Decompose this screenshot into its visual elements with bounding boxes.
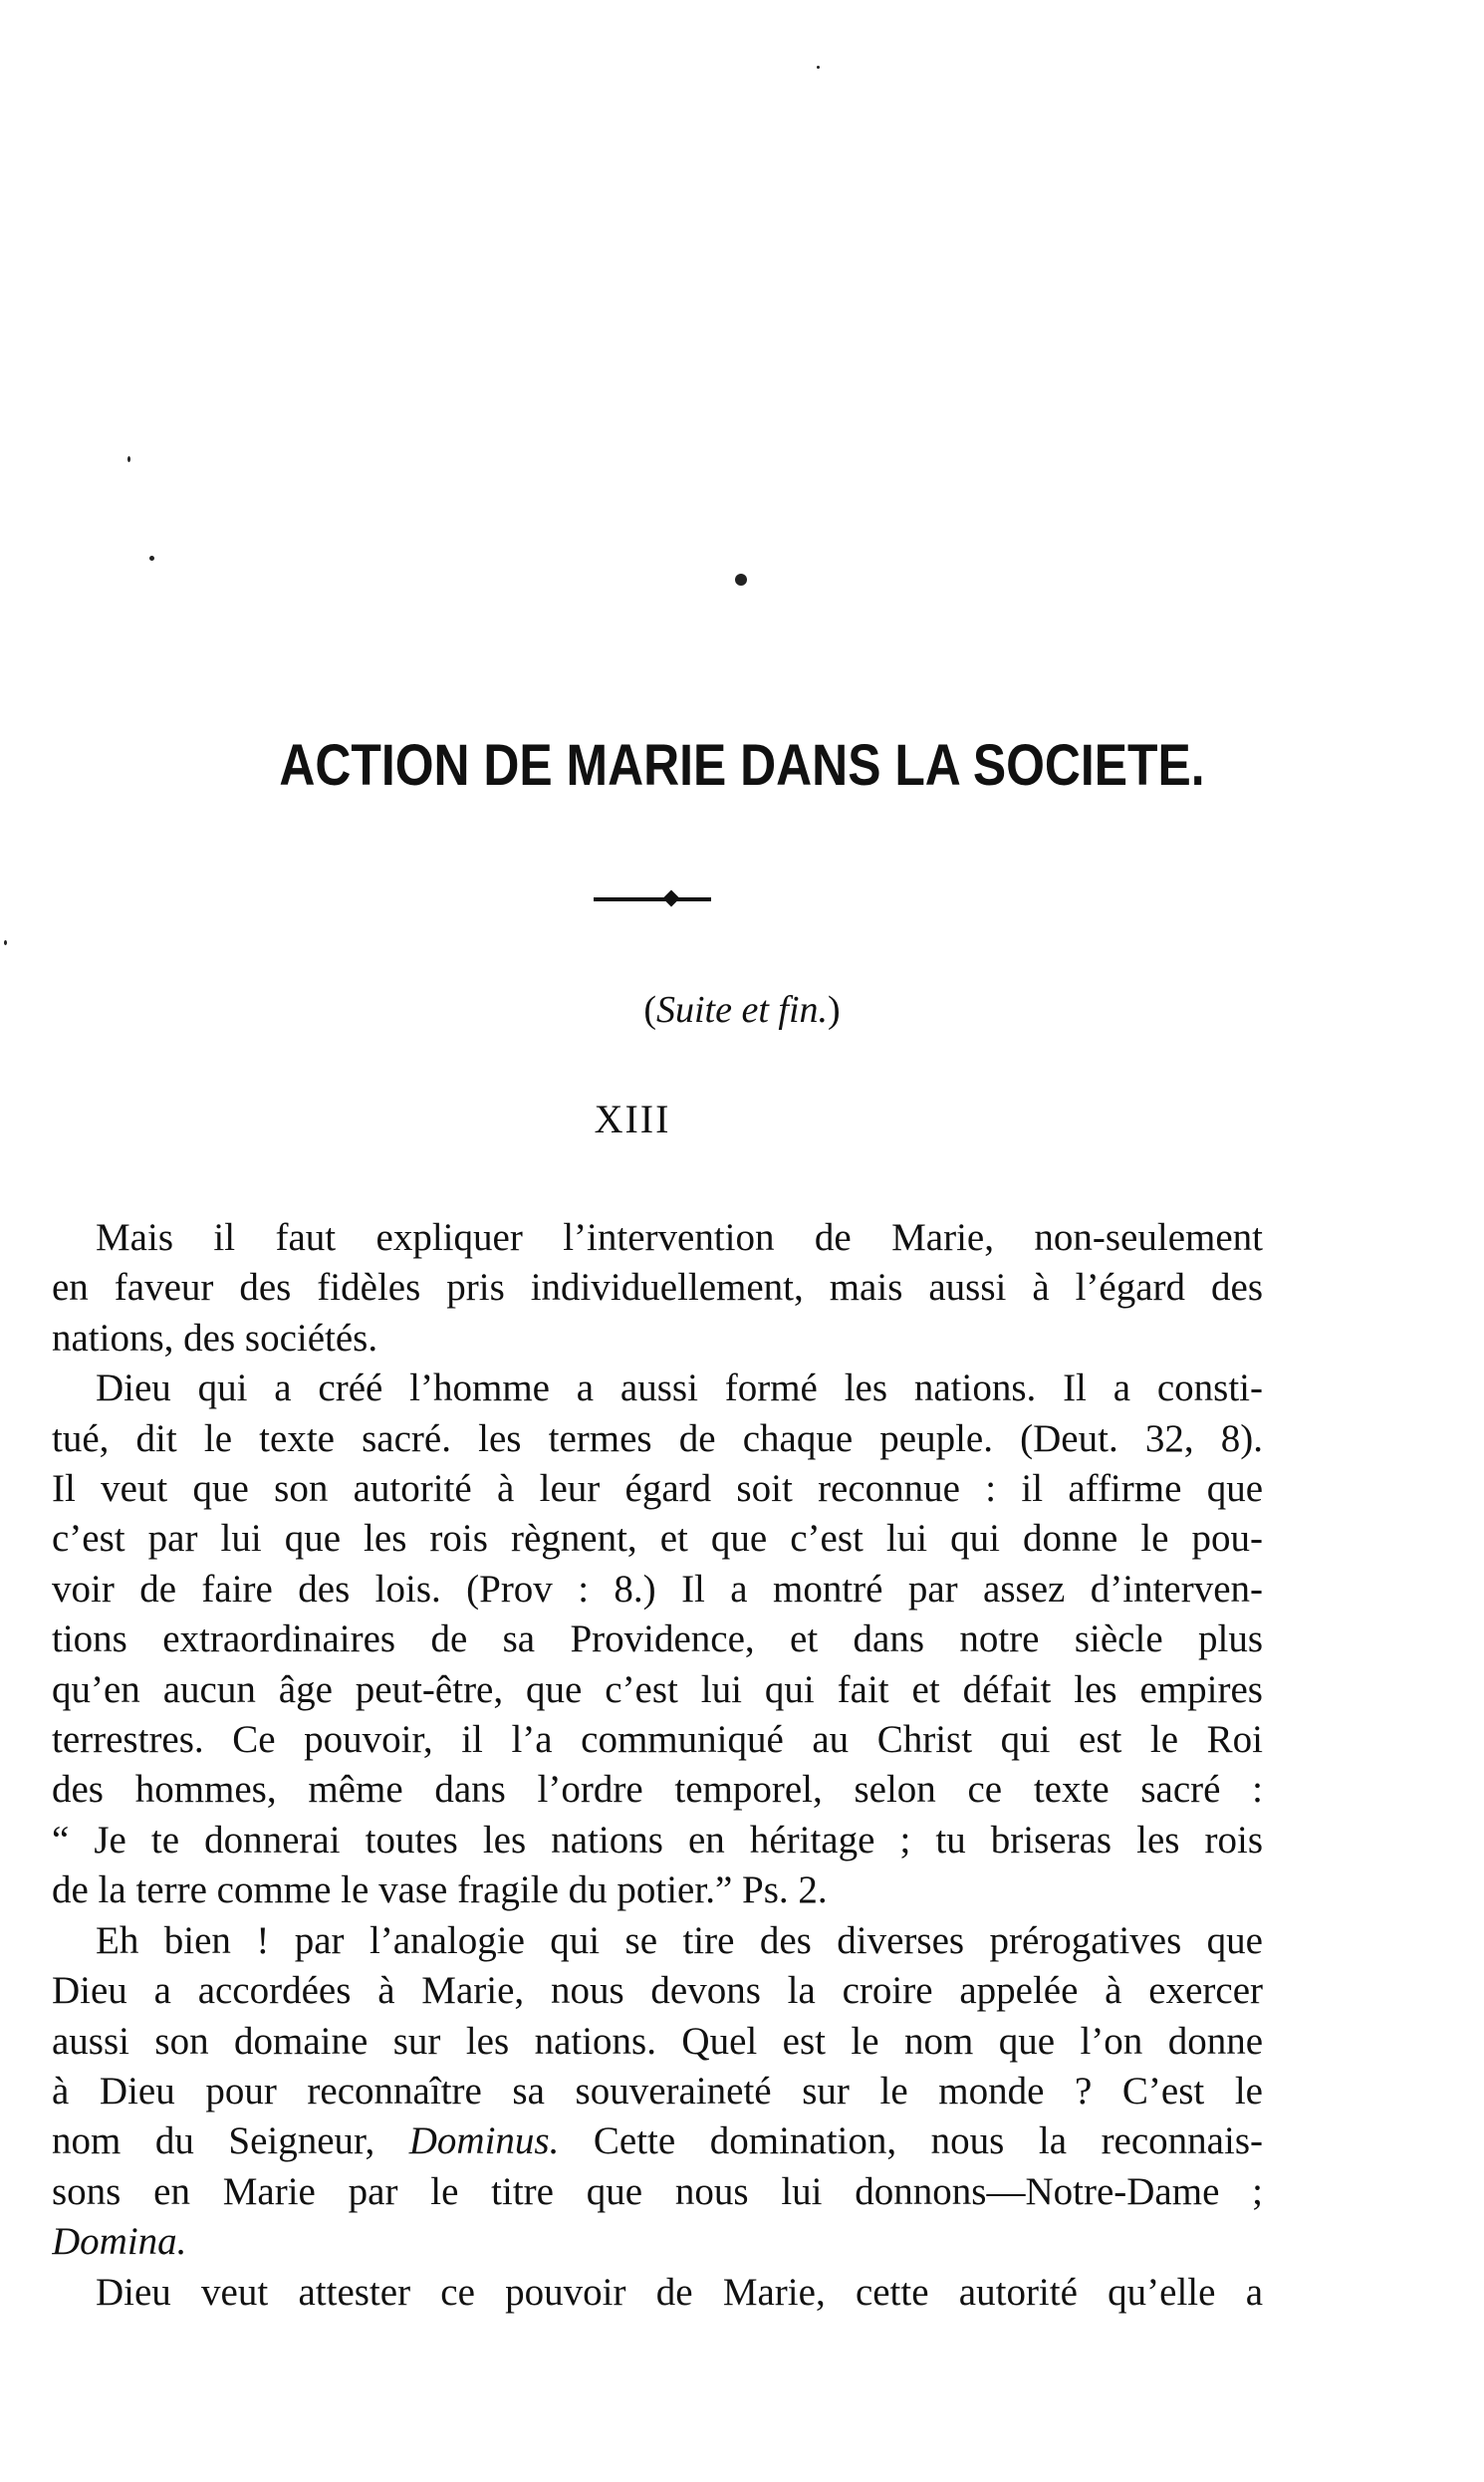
text-line: c’est par lui que les rois règnent, et que c’est lui qui donne le pou-: [52, 1517, 1263, 1561]
ink-speck: [817, 66, 820, 69]
subtitle-close-paren: ): [828, 989, 841, 1031]
text-line: de la terre comme le vase fragile du potier.” Ps. 2.: [52, 1868, 828, 1912]
text-line: [52, 2217, 1263, 2267]
text-line: voir de faire des lois. (Prov : 8.) Il a montré par assez d’interven-: [52, 1567, 1263, 1611]
italic-term: Dominus.: [408, 2119, 560, 2163]
ink-speck: [149, 556, 154, 561]
subtitle-text: Suite et fin.: [655, 989, 829, 1031]
text-line: tué, dit le texte sacré. les termes de chaque peuple. (Deut. 32, 8).: [52, 1416, 1263, 1460]
chapter-title: ACTION DE MARIE DANS LA SOCIETE.: [279, 733, 1205, 798]
text-line: sons en Marie par le titre que nous lui donnons—Notre-Dame ;: [52, 2169, 1263, 2213]
text-line: Eh bien ! par l’analogie qui se tire des diverses prérogatives que: [96, 1918, 1263, 1962]
text-line: Il veut que son autorité à leur égard soit reconnue : il affirme que: [52, 1467, 1263, 1511]
text-line: en faveur des fidèles pris individuellement, mais aussi à l’égard des: [52, 1266, 1263, 1310]
text-line: tions extraordinaires de sa Providence, et dans notre siècle plus: [52, 1617, 1263, 1661]
text-line: Dieu a accordées à Marie, nous devons la croire appelée à exercer: [52, 1969, 1263, 2013]
ink-speck: [127, 456, 130, 462]
ornament-rule: [594, 897, 711, 901]
text-segment: nom du Seigneur,: [52, 2119, 409, 2163]
text-line: Mais il faut expliquer l’intervention de Marie, non-seulement: [96, 1216, 1263, 1259]
text-line: Dieu veut attester ce pouvoir de Marie, cette autorité qu’elle a: [96, 2270, 1263, 2314]
text-line: qu’en aucun âge peut-être, que c’est lui qui fait et défait les empires: [52, 1667, 1263, 1711]
text-line: Dieu qui a créé l’homme a aussi formé les nations. Il a consti-: [96, 1366, 1263, 1410]
ornament-diamond: [663, 890, 680, 907]
ink-speck: [4, 940, 7, 945]
text-line: nations, des sociétés.: [52, 1316, 378, 1360]
ink-speck: [735, 574, 747, 586]
text-line: terrestres. Ce pouvoir, il l’a communiqué au Christ qui est le Roi: [52, 1718, 1263, 1762]
text-line: des hommes, même dans l’ordre temporel, selon ce texte sacré :: [52, 1768, 1263, 1812]
body-text: [52, 1213, 1263, 2318]
title-ornament: [594, 894, 711, 904]
italic-term: Domina.: [52, 2220, 187, 2264]
text-line: à Dieu pour reconnaître sa souveraineté sur le monde ? C’est le: [52, 2069, 1263, 2112]
subtitle: [0, 988, 1484, 1032]
text-line: “ Je te donnerai toutes les nations en héritage ; tu briseras les rois: [52, 1818, 1263, 1862]
text-line: [52, 2116, 1263, 2166]
subtitle-open-paren: (: [643, 989, 656, 1031]
section-numeral: XIII: [594, 1097, 671, 1141]
text-segment: Cette domination, nous la reconnais-: [559, 2119, 1263, 2163]
text-line: aussi son domaine sur les nations. Quel est le nom que l’on donne: [52, 2019, 1263, 2063]
